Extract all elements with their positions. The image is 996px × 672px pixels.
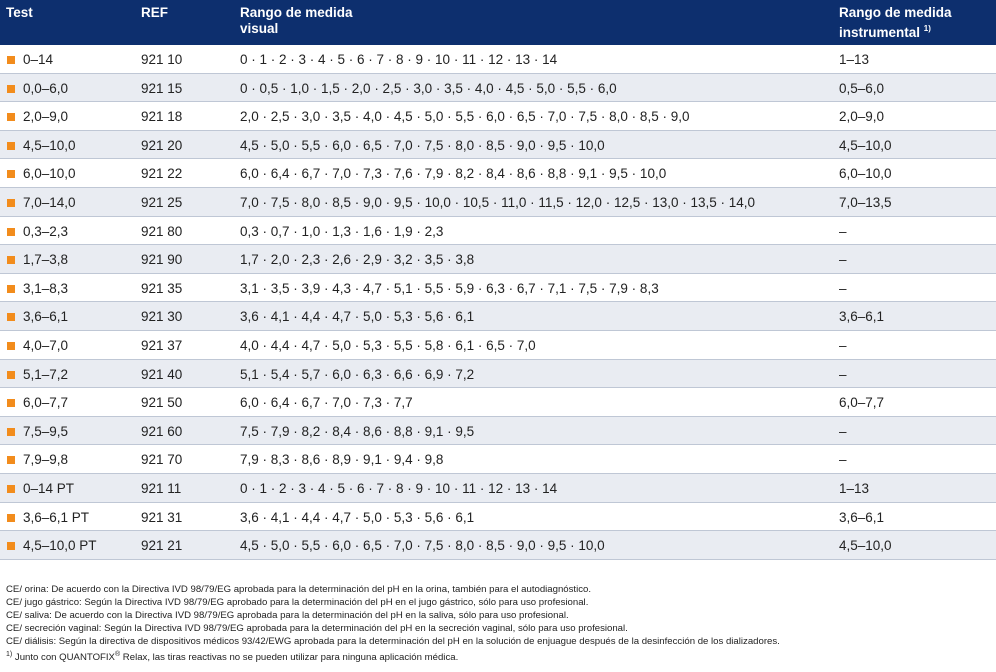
ce-note: CE/ saliva: De acuerdo con la Directiva IVD 98/79/EG aprobada para la determinación del pH en la saliva, sólo para uso profesional. bbox=[6, 610, 569, 622]
instrumental-range-cell: – bbox=[839, 423, 847, 439]
ref-cell: 921 21 bbox=[141, 538, 183, 554]
ref-cell: 921 15 bbox=[141, 80, 183, 96]
orange-square-marker-icon bbox=[7, 285, 15, 293]
test-cell: 7,0–14,0 bbox=[23, 194, 76, 210]
ce-note: CE/ orina: De acuerdo con la Directiva IVD 98/79/EG aprobada para la determinación del pH en la orina, también para el autodiagnóstico. bbox=[6, 584, 592, 595]
orange-square-marker-icon bbox=[7, 256, 15, 264]
visual-range-cell: 0 · 0,5 · 1,0 · 1,5 · 2,0 · 2,5 · 3,0 · 3,5 · 4,0 · 4,5 · 5,0 · 5,5 · 6,0 bbox=[240, 80, 617, 96]
table-row bbox=[0, 131, 996, 160]
footnote-marker: 1) bbox=[6, 651, 13, 659]
test-cell: 0,3–2,3 bbox=[23, 223, 69, 239]
instrumental-range-cell: – bbox=[839, 337, 847, 353]
table-row bbox=[0, 445, 996, 474]
ref-cell: 921 37 bbox=[141, 337, 183, 353]
footnote-ref: 1) bbox=[923, 24, 931, 33]
visual-range-cell: 0,3 · 0,7 · 1,0 · 1,3 · 1,6 · 1,9 · 2,3 bbox=[240, 223, 444, 239]
header-instrumental-text: instrumental bbox=[839, 25, 921, 40]
visual-range-cell: 4,5 · 5,0 · 5,5 · 6,0 · 6,5 · 7,0 · 7,5 · 8,0 · 8,5 · 9,0 · 9,5 · 10,0 bbox=[240, 538, 605, 554]
header-visual-line1: Rango de medida bbox=[240, 5, 353, 20]
ref-cell: 921 80 bbox=[141, 223, 183, 239]
ref-cell: 921 60 bbox=[141, 423, 183, 439]
instrumental-range-cell: 2,0–9,0 bbox=[839, 109, 885, 125]
visual-range-cell: 3,6 · 4,1 · 4,4 · 4,7 · 5,0 · 5,3 · 5,6 · 6,1 bbox=[240, 309, 475, 325]
ce-note: CE/ jugo gástrico: Según la Directiva IVD 98/79/EG aprobado para la determinación del pH en el jugo gástrico, sólo para uso profesional. bbox=[6, 597, 589, 609]
visual-range-cell: 6,0 · 6,4 · 6,7 · 7,0 · 7,3 · 7,7 bbox=[240, 395, 413, 411]
orange-square-marker-icon bbox=[7, 199, 15, 207]
table-row bbox=[0, 302, 996, 331]
instrumental-range-cell: 4,5–10,0 bbox=[839, 538, 892, 554]
orange-square-marker-icon bbox=[7, 142, 15, 150]
table-row bbox=[0, 217, 996, 246]
table-row bbox=[0, 331, 996, 360]
table-row bbox=[0, 503, 996, 532]
test-cell: 4,5–10,0 PT bbox=[23, 538, 97, 554]
orange-square-marker-icon bbox=[7, 399, 15, 407]
visual-range-cell: 7,0 · 7,5 · 8,0 · 8,5 · 9,0 · 9,5 · 10,0 · 10,5 · 11,0 · 11,5 · 12,0 · 12,5 · 13,0 · 13,5 · 14,0 bbox=[240, 194, 756, 210]
header-visual-line2: visual bbox=[240, 21, 279, 36]
orange-square-marker-icon bbox=[7, 456, 15, 464]
instrumental-range-cell: 6,0–10,0 bbox=[839, 166, 892, 182]
ce-note: CE/ diálisis: Según la directiva de dispositivos médicos 93/42/EWG aprobada para la determinación del pH en la solución de enjuague después de la desinfección de los dializadores. bbox=[6, 636, 780, 648]
visual-range-cell: 3,1 · 3,5 · 3,9 · 4,3 · 4,7 · 5,1 · 5,5 · 5,9 · 6,3 · 6,7 · 7,1 · 7,5 · 7,9 · 8,3 bbox=[240, 280, 659, 296]
orange-square-marker-icon bbox=[7, 371, 15, 379]
test-cell: 0–14 bbox=[23, 52, 54, 67]
visual-range-cell: 3,6 · 4,1 · 4,4 · 4,7 · 5,0 · 5,3 · 5,6 · 6,1 bbox=[240, 509, 475, 525]
instrumental-range-cell: – bbox=[839, 366, 847, 382]
instrumental-range-cell: 0,5–6,0 bbox=[839, 80, 885, 96]
table-row bbox=[0, 360, 996, 389]
instrumental-range-cell: 1–13 bbox=[839, 52, 870, 67]
visual-range-cell: 4,0 · 4,4 · 4,7 · 5,0 · 5,3 · 5,5 · 5,8 · 6,1 · 6,5 · 7,0 bbox=[240, 337, 536, 353]
ce-note: CE/ secreción vaginal: Según la Directiva IVD 98/79/EG aprobada para la determinación del pH en la secreción vaginal, sólo para uso profesional. bbox=[6, 623, 628, 635]
header-instrumental bbox=[839, 5, 952, 41]
instrumental-range-cell: – bbox=[839, 252, 847, 268]
visual-range-cell: 4,5 · 5,0 · 5,5 · 6,0 · 6,5 · 7,0 · 7,5 · 8,0 · 8,5 · 9,0 · 9,5 · 10,0 bbox=[240, 137, 605, 153]
header-ref: REF bbox=[141, 5, 168, 20]
visual-range-cell: 1,7 · 2,0 · 2,3 · 2,6 · 2,9 · 3,2 · 3,5 · 3,8 bbox=[240, 252, 475, 268]
ref-cell: 921 50 bbox=[141, 395, 183, 411]
instrumental-range-cell: 6,0–7,7 bbox=[839, 395, 885, 411]
footnote-post: Relax, las tiras reactivas no se pueden utilizar para ninguna aplicación médica. bbox=[120, 652, 459, 664]
table-row bbox=[0, 45, 996, 74]
footnote-1 bbox=[6, 648, 780, 664]
test-cell: 0–14 PT bbox=[23, 480, 75, 496]
orange-square-marker-icon bbox=[7, 56, 15, 64]
header-test: Test bbox=[6, 5, 33, 20]
test-cell: 6,0–7,7 bbox=[23, 395, 69, 411]
test-cell: 0,0–6,0 bbox=[23, 80, 69, 96]
table-row bbox=[0, 74, 996, 103]
orange-square-marker-icon bbox=[7, 313, 15, 321]
orange-square-marker-icon bbox=[7, 113, 15, 121]
test-cell: 3,1–8,3 bbox=[23, 280, 69, 296]
visual-range-cell: 0 · 1 · 2 · 3 · 4 · 5 · 6 · 7 · 8 · 9 · 10 · 11 · 12 · 13 · 14 bbox=[240, 480, 558, 496]
instrumental-range-cell: 4,5–10,0 bbox=[839, 137, 892, 153]
table-row bbox=[0, 531, 996, 560]
test-cell: 1,7–3,8 bbox=[23, 252, 69, 268]
table-row bbox=[0, 274, 996, 303]
instrumental-range-cell: 3,6–6,1 bbox=[839, 509, 885, 525]
table-row bbox=[0, 188, 996, 217]
orange-square-marker-icon bbox=[7, 542, 15, 550]
header-instrumental-line2 bbox=[839, 21, 952, 41]
footnote-pre: Junto con QUANTOFIX bbox=[12, 652, 115, 664]
test-cell: 4,5–10,0 bbox=[23, 137, 76, 153]
orange-square-marker-icon bbox=[7, 428, 15, 436]
instrumental-range-cell: – bbox=[839, 223, 847, 239]
table-row bbox=[0, 159, 996, 188]
table-body bbox=[0, 45, 996, 560]
orange-square-marker-icon bbox=[7, 485, 15, 493]
ref-cell: 921 11 bbox=[141, 480, 182, 496]
instrumental-range-cell: – bbox=[839, 452, 847, 468]
orange-square-marker-icon bbox=[7, 342, 15, 350]
table-row bbox=[0, 474, 996, 503]
visual-range-cell: 7,5 · 7,9 · 8,2 · 8,4 · 8,6 · 8,8 · 9,1 · 9,5 bbox=[240, 423, 475, 439]
table-row bbox=[0, 388, 996, 417]
visual-range-cell: 5,1 · 5,4 · 5,7 · 6,0 · 6,3 · 6,6 · 6,9 · 7,2 bbox=[240, 366, 475, 382]
header-visual bbox=[240, 5, 353, 37]
ref-cell: 921 90 bbox=[141, 252, 183, 268]
ref-cell: 921 25 bbox=[141, 194, 183, 210]
table-row bbox=[0, 417, 996, 446]
table-row bbox=[0, 102, 996, 131]
table-row bbox=[0, 245, 996, 274]
ref-cell: 921 20 bbox=[141, 137, 183, 153]
ref-cell: 921 35 bbox=[141, 280, 183, 296]
table-header bbox=[0, 0, 996, 45]
orange-square-marker-icon bbox=[7, 85, 15, 93]
registered-mark: ® bbox=[114, 651, 121, 659]
ref-cell: 921 22 bbox=[141, 166, 183, 182]
visual-range-cell: 0 · 1 · 2 · 3 · 4 · 5 · 6 · 7 · 8 · 9 · 10 · 11 · 12 · 13 · 14 bbox=[240, 52, 558, 67]
ref-cell: 921 30 bbox=[141, 309, 183, 325]
visual-range-cell: 2,0 · 2,5 · 3,0 · 3,5 · 4,0 · 4,5 · 5,0 · 5,5 · 6,0 · 6,5 · 7,0 · 7,5 · 8,0 · 8,5 · 9,0 bbox=[240, 109, 690, 125]
test-cell: 3,6–6,1 PT bbox=[23, 509, 90, 525]
ref-cell: 921 31 bbox=[141, 509, 183, 525]
visual-range-cell: 6,0 · 6,4 · 6,7 · 7,0 · 7,3 · 7,6 · 7,9 · 8,2 · 8,4 · 8,6 · 8,8 · 9,1 · 9,5 · 10,0 bbox=[240, 166, 667, 182]
orange-square-marker-icon bbox=[7, 228, 15, 236]
test-cell: 4,0–7,0 bbox=[23, 337, 69, 353]
test-cell: 3,6–6,1 bbox=[23, 309, 69, 325]
instrumental-range-cell: 7,0–13,5 bbox=[839, 194, 892, 210]
test-cell: 6,0–10,0 bbox=[23, 166, 76, 182]
orange-square-marker-icon bbox=[7, 514, 15, 522]
test-cell: 2,0–9,0 bbox=[23, 109, 69, 125]
notes-list bbox=[6, 583, 780, 648]
test-cell: 7,9–9,8 bbox=[23, 452, 69, 468]
ref-cell: 921 70 bbox=[141, 452, 183, 468]
test-cell: 5,1–7,2 bbox=[23, 366, 69, 382]
footnotes bbox=[6, 583, 780, 665]
visual-range-cell: 7,9 · 8,3 · 8,6 · 8,9 · 9,1 · 9,4 · 9,8 bbox=[240, 452, 444, 468]
orange-square-marker-icon bbox=[7, 170, 15, 178]
instrumental-range-cell: – bbox=[839, 280, 847, 296]
instrumental-range-cell: 3,6–6,1 bbox=[839, 309, 885, 325]
ref-cell: 921 10 bbox=[141, 52, 183, 67]
ref-cell: 921 40 bbox=[141, 366, 183, 382]
test-cell: 7,5–9,5 bbox=[23, 423, 69, 439]
ref-cell: 921 18 bbox=[141, 109, 183, 125]
header-instrumental-line1: Rango de medida bbox=[839, 5, 952, 20]
instrumental-range-cell: 1–13 bbox=[839, 480, 870, 496]
